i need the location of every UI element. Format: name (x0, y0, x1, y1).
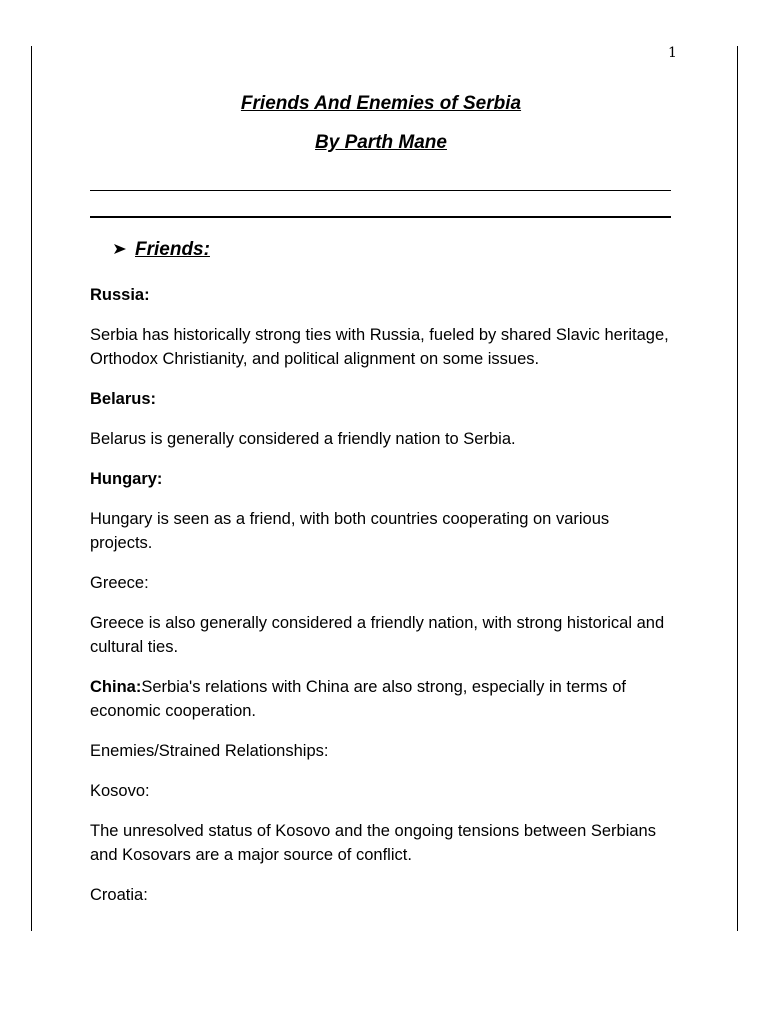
kosovo-paragraph: The unresolved status of Kosovo and the ongoing tensions between Serbians and Kosovars are a major source of conflict. (90, 822, 656, 864)
china-paragraph (90, 675, 672, 723)
hungary-paragraph: Hungary is seen as a friend, with both countries cooperating on various projects. (90, 510, 610, 552)
belarus-paragraph: Belarus is generally considered a friendly nation to Serbia. (90, 430, 516, 448)
hungary-heading: Hungary: (90, 470, 163, 488)
divider-thick (90, 216, 671, 218)
russia-heading: Russia: (90, 286, 150, 304)
friends-heading (113, 239, 210, 261)
china-text: Serbia's relations with China are also strong, especially in terms of economic cooperation. (90, 678, 626, 720)
kosovo-heading: Kosovo: (90, 782, 150, 800)
left-margin-line (31, 46, 32, 931)
arrow-bullet-icon (113, 242, 127, 256)
enemies-heading: Enemies/Strained Relationships: (90, 742, 329, 760)
china-heading: China: (90, 678, 142, 696)
greece-heading: Greece: (90, 574, 149, 592)
friends-heading-label: Friends: (135, 239, 210, 260)
divider-thin (90, 190, 671, 191)
belarus-heading: Belarus: (90, 390, 157, 408)
document-body (90, 283, 672, 923)
croatia-heading: Croatia: (90, 886, 148, 904)
page-number: 1 (668, 45, 677, 61)
document-title: Friends And Enemies of Serbia (240, 93, 522, 114)
document-author: By Parth Mane (315, 132, 447, 153)
greece-paragraph: Greece is also generally considered a friendly nation, with strong historical and cultural ties. (90, 614, 665, 656)
russia-paragraph: Serbia has historically strong ties with Russia, fueled by shared Slavic heritage, Orthodox Christianity, and political alignment on some issues. (90, 326, 669, 368)
right-margin-line (737, 46, 738, 931)
